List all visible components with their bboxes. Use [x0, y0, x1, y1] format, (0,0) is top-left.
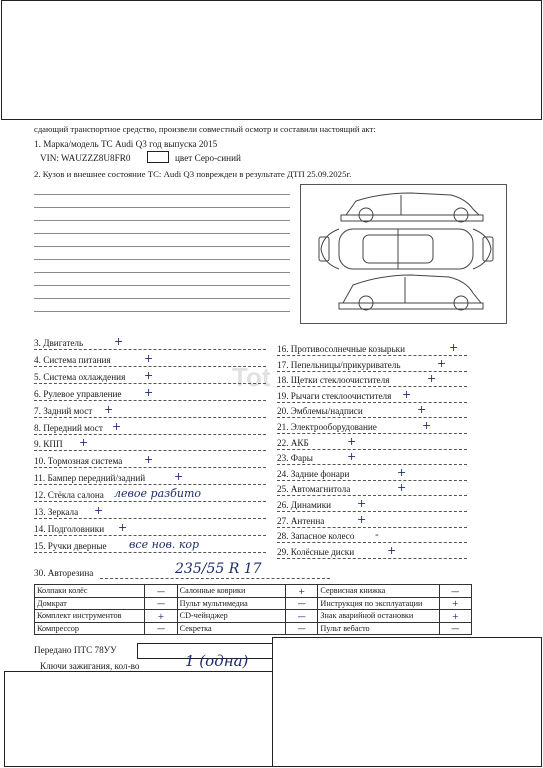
checklist-label: 24. Задние фонари: [277, 468, 350, 479]
checklist-mark: +: [437, 356, 447, 370]
checklist-label: 18. Щетки стеклоочистителя: [277, 375, 390, 386]
checklist-label: 25. Автомагнитола: [277, 484, 351, 495]
checklist-label: 17. Пепельницы/прикуриватель: [277, 359, 401, 370]
checklist-mark: все нов. кор: [129, 537, 200, 551]
checklist-line: [277, 449, 467, 450]
checklist-line: [277, 527, 467, 528]
damage-notes-area: [34, 184, 296, 324]
checklist-item: [277, 497, 477, 514]
checklist-mark: +: [357, 512, 367, 526]
checklist-item: [277, 543, 477, 561]
body-condition: 2. Кузов и внешнее состояние ТС: Audi Q3 поврежден в результате ДТП 25.09.2025г.: [34, 169, 352, 179]
checklist-label: 29. Колёсные диски: [277, 546, 355, 557]
equipment-row: [35, 597, 472, 610]
checklist-label: 23. Фары: [277, 453, 313, 464]
equipment-mark: +: [439, 610, 471, 623]
redacted-header: [1, 0, 542, 120]
checklist-line: [277, 402, 467, 403]
checklist-line: [34, 535, 266, 536]
checklist-item: [34, 436, 276, 453]
checklist-label: 20. Эмблемы/надписи: [277, 406, 363, 417]
checklist-label: 14. Подголовники: [34, 523, 105, 534]
checklist-label: 7. Задний мост: [34, 405, 93, 416]
checklist-item: [277, 403, 477, 420]
checklist-item: [277, 528, 477, 545]
checklist-label: 27. Антенна: [277, 515, 325, 526]
checklist-mark: +: [347, 450, 357, 464]
checklist-mark: +: [118, 520, 128, 534]
equipment-name: Комплект инструментов: [35, 610, 145, 623]
checklist-label: 28. Запасное колесо: [277, 531, 355, 542]
equipment-name: Инструкция по эксплуатации: [318, 597, 439, 610]
checklist-line: [277, 386, 467, 387]
checklist-line: [34, 366, 266, 367]
checklist-item: [34, 453, 276, 470]
checklist-mark: +: [144, 385, 154, 399]
equipment-name: Секретка: [177, 622, 285, 635]
checklist-line: [34, 552, 266, 553]
checklist-mark: +: [347, 434, 357, 448]
vin-redact-box: [147, 151, 169, 163]
checklist-line: [34, 417, 266, 418]
equipment-mark: —: [145, 585, 177, 598]
checklist-label: 10. Тормозная система: [34, 456, 123, 467]
equipment-row: [35, 610, 472, 623]
checklist-label: 12. Стёкла салона: [34, 490, 104, 501]
checklist-line: [34, 518, 266, 519]
checklist-line: [34, 434, 266, 435]
checklist-item: [34, 335, 276, 352]
checklist-mark: +: [79, 436, 89, 450]
equipment-table: [34, 584, 472, 635]
equipment-mark: —: [439, 585, 471, 598]
checklist-mark: +: [449, 341, 459, 354]
checklist-item: [34, 470, 276, 487]
checklist-item: [34, 504, 276, 521]
checklist-line: [277, 433, 467, 434]
equipment-name: Колпаки колёс: [35, 585, 145, 598]
checklist-label: 13. Зеркала: [34, 507, 79, 517]
car-diagram: [300, 184, 507, 324]
equipment-name: Домкрат: [35, 597, 145, 610]
equipment-mark: —: [285, 622, 317, 635]
equipment-name: Пульт мультимедиа: [177, 597, 285, 610]
checklist-item: [277, 481, 477, 498]
equipment-name: Пульт вебасто: [318, 622, 439, 635]
checklist-item: [34, 520, 276, 538]
watermark: Tot: [232, 362, 271, 392]
intro-text: сдающий транспортное средство, произвели совместный осмотр и составили настоящий акт:: [34, 124, 376, 134]
checklist-mark: +: [427, 372, 437, 386]
checklist-mark: +: [397, 465, 407, 479]
equipment-mark: —: [145, 597, 177, 610]
checklist-mark: +: [174, 470, 184, 484]
checklist-line: [34, 400, 266, 401]
checklist-item: [34, 385, 276, 403]
vehicle-model: 1. Марка/модель ТС Audi Q3 год выпуска 2015: [34, 139, 218, 149]
keys-label: Ключи зажигания, кол-во: [40, 661, 140, 671]
checklist-line: [277, 511, 467, 512]
checklist-mark: +: [417, 403, 427, 417]
checklist-label: 15. Ручки дверные: [34, 540, 107, 551]
checklist-mark: +: [94, 504, 104, 517]
checklist-label: 11. Бампер передний/задний: [34, 473, 146, 484]
checklist-item: [34, 351, 276, 369]
checklist-mark: +: [144, 368, 154, 382]
checklist-mark: +: [387, 543, 397, 557]
keys-value: 1 (одна): [185, 652, 249, 670]
checklist-label: 8. Передний мост: [34, 422, 103, 433]
equipment-name: Компрессор: [35, 622, 145, 635]
checklist-item: [34, 402, 276, 420]
equipment-mark: —: [285, 610, 317, 623]
checklist-mark: +: [357, 497, 367, 510]
checklist-label: 19. Рычаги стеклоочистителя: [277, 390, 392, 401]
checklist-mark: -: [375, 528, 379, 542]
tires-value: 235/55 R 17: [175, 561, 262, 577]
equipment-mark: —: [145, 622, 177, 635]
checklist-mark: +: [397, 481, 407, 495]
equipment-mark: —: [285, 597, 317, 610]
checklist-line: [34, 349, 266, 350]
checklist-line: [277, 480, 467, 481]
checklist-item: [277, 450, 477, 467]
equipment-name: Салонные коврики: [177, 585, 285, 598]
checklist-label: 9. КПП: [34, 439, 63, 450]
equipment-name: CD-чейнджер: [177, 610, 285, 623]
checklist-line: [277, 542, 467, 543]
checklist-mark: +: [112, 419, 122, 433]
checklist-line: [277, 558, 467, 559]
equipment-mark: +: [285, 585, 317, 598]
car-outline-graphic: [301, 185, 506, 323]
checklist-mark: +: [104, 402, 114, 416]
equipment-row: [35, 585, 472, 598]
tires-label: 30. Авторезина: [34, 568, 94, 578]
checklist-label: 22. АКБ: [277, 437, 309, 448]
checklist-label: 3. Двигатель: [34, 338, 84, 348]
checklist-item: [34, 419, 276, 437]
checklist-line: [34, 383, 266, 384]
checklist-mark: +: [144, 453, 154, 467]
checklist-mark: +: [144, 351, 154, 365]
checklist-label: 21. Электрооборудование: [277, 422, 377, 432]
checklist-mark: +: [114, 335, 124, 348]
checklist-label: 26. Динамики: [277, 500, 332, 510]
equipment-name: Сервисная книжка: [318, 585, 439, 598]
checklist-line: [277, 417, 467, 418]
checklist-line: [34, 467, 266, 468]
checklist-line: [277, 371, 467, 372]
vin-number: VIN: WAUZZZ8U8FR0: [40, 153, 131, 163]
checklist-item: [277, 465, 477, 483]
checklist-mark: +: [402, 387, 412, 401]
checklist-line: [34, 501, 266, 502]
equipment-name: Знак аварийной остановки: [318, 610, 439, 623]
equipment-mark: +: [145, 610, 177, 623]
checklist-item: [277, 387, 477, 405]
pts-label: Передано ПТС 78УУ: [34, 645, 117, 655]
equipment-row: [35, 622, 472, 635]
checklist-item: [277, 372, 477, 389]
checklist-item: [277, 356, 477, 374]
checklist-item: [277, 341, 477, 358]
checklist-line: [34, 484, 266, 485]
tires-line: [100, 578, 330, 579]
checklist-line: [277, 464, 467, 465]
checklist-line: [34, 450, 266, 451]
checklist-item: [277, 434, 477, 452]
checklist-mark: левое разбито: [114, 487, 201, 501]
vehicle-color: цвет Серо-синий: [175, 153, 241, 163]
checklist-label: 6. Рулевое управление: [34, 388, 122, 399]
checklist-label: 16. Противосолнечные козырьки: [277, 344, 406, 354]
checklist-mark: +: [422, 419, 432, 432]
checklist-label: 5. Система охлаждения: [34, 371, 126, 382]
checklist-line: [277, 495, 467, 496]
equipment-mark: —: [439, 622, 471, 635]
redacted-bottom-right: [272, 637, 542, 767]
redacted-bottom-left: [4, 671, 274, 767]
checklist-item: [34, 537, 276, 555]
checklist-item: [277, 419, 477, 436]
checklist-item: [34, 487, 276, 504]
checklist-label: 4. Система питания: [34, 354, 111, 365]
equipment-mark: +: [439, 597, 471, 610]
